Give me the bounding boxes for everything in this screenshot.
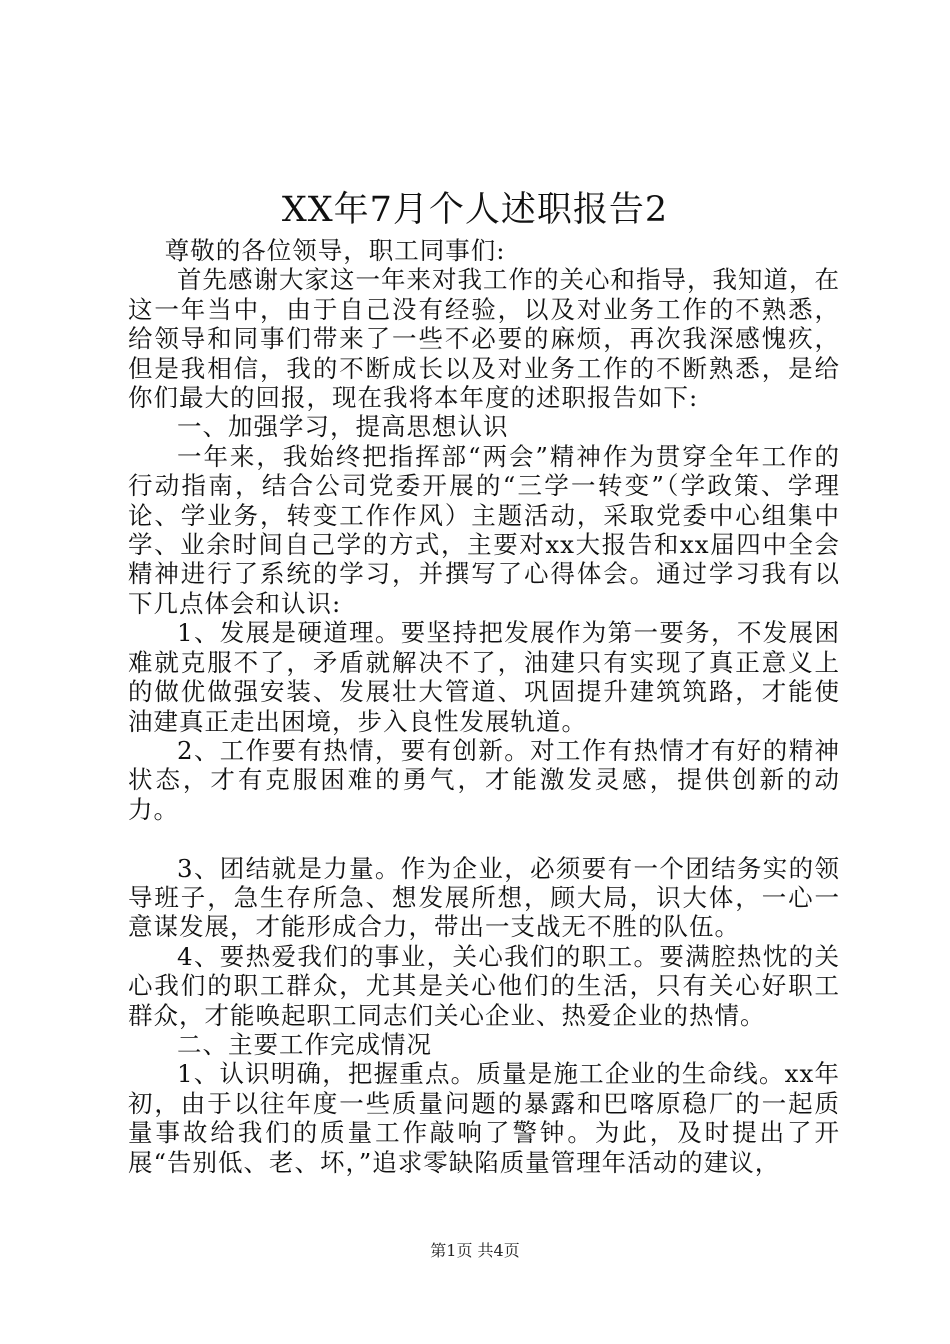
salutation: 尊敬的各位领导，职工同事们: <box>164 236 506 265</box>
study-paragraph: 一年来，我始终把指挥部“两会”精神作为贯穿全年工作的行动指南，结合公司党委开展的“三学一转变”（学政策、学理论、学业务，转变工作作风）主题活动，采取党委中心组集中学、业余时间自己学的方式，主要对xx大报告和xx届四中全会精神进行了系统的学习，并撰写了心得体会。通过学习我有以下几点体会和认识: <box>128 441 840 618</box>
document-title: XX年7月个人述职报告2 <box>281 190 669 230</box>
point-3-paragraph: 3、团结就是力量。作为企业，必须要有一个团结务实的领导班子，急生存所急、想发展所想，顾大局，识大体，一心一意谋发展，才能形成合力，带出一支战无不胜的队伍。 <box>128 853 840 942</box>
section-heading-2: 二、主要工作完成情况 <box>177 1029 432 1059</box>
page-indicator: 第1页 共4页 <box>430 1241 520 1260</box>
document-body <box>128 236 840 1177</box>
point-2-paragraph: 2、工作要有热情，要有创新。对工作有热情才有好的精神状态，才有克服困难的勇气，才能激发灵感，提供创新的动力。 <box>128 735 840 824</box>
section-heading-1: 一、加强学习，提高思想认识 <box>177 412 509 442</box>
point-4-paragraph: 4、要热爱我们的事业，关心我们的职工。要满腔热忱的关心我们的职工群众，尤其是关心他们的生活，只有关心好职工群众，才能唤起职工同志们关心企业、热爱企业的热情。 <box>128 941 840 1030</box>
point-1-paragraph: 1、发展是硬道理。要坚持把发展作为第一要务，不发展困难就克服不了，矛盾就解决不了，油建只有实现了真正意义上的做优做强安装、发展壮大管道、巩固提升建筑筑路，才能使油建真正走出困境，步入良性发展轨道。 <box>128 618 840 736</box>
work-item-1-paragraph: 1、认识明确，把握重点。质量是施工企业的生命线。xx年初，由于以往年度一些质量问题的暴露和巴喀原稳厂的一起质量事故给我们的质量工作敲响了警钟。为此，及时提出了开展“告别低、老、坏，”追求零缺陷质量管理年活动的建议， <box>128 1059 840 1177</box>
intro-paragraph: 首先感谢大家这一年来对我工作的关心和指导，我知道，在这一年当中，由于自己没有经验，以及对业务工作的不熟悉，给领导和同事们带来了一些不必要的麻烦，再次我深感愧疚，但是我相信，我的不断成长以及对业务工作的不断熟悉，是给你们最大的回报，现在我将本年度的述职报告如下: <box>128 265 840 413</box>
